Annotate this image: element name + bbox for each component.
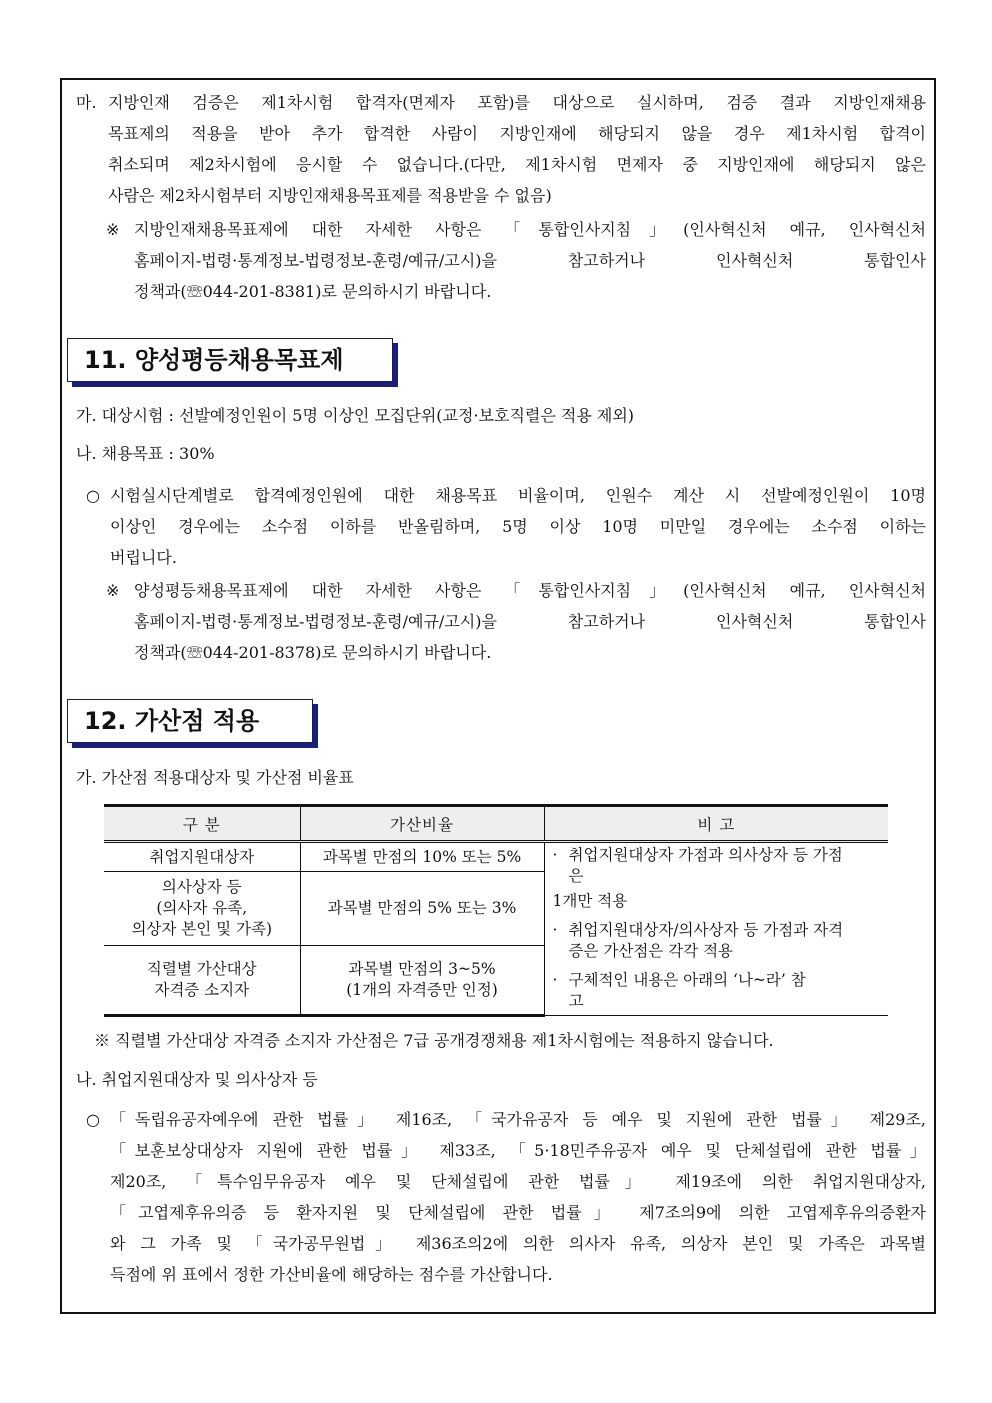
- paragraph-ma: [108, 87, 926, 211]
- remark-bullet: ·: [552, 971, 558, 989]
- remark-bullet: ·: [552, 921, 558, 939]
- circle-paragraph-11: [110, 480, 926, 573]
- paragraph-line: 제20조, 「특수임무유공자 예우 및 단체설립에 관한 법률」 제19조에 의한 취업지원대상자,: [110, 1172, 926, 1191]
- note-line: 홈페이지-법령·통계정보-법령정보-훈령/예규/고시)을 참고하거나 인사혁신처 통합인사: [134, 251, 926, 270]
- table-row: [104, 842, 888, 872]
- table-cell-category: [104, 872, 300, 946]
- remark-continuation: 고: [568, 992, 584, 1010]
- table-header-remarks: 비 고: [544, 806, 888, 842]
- paragraph-line: 취소되며 제2차시험에 응시할 수 없습니다.(다만, 제1차시험 면제자 중 지방인재에 해당되지 않은: [108, 155, 926, 174]
- cell-line: 의사상자 등: [161, 878, 242, 896]
- item-na-goal: 나. 채용목표 : 30%: [76, 444, 215, 463]
- note-paragraph-ma: [134, 214, 926, 307]
- note-line: 홈페이지-법령·통계정보-법령정보-훈령/예규/고시)을 참고하거나 인사혁신처 통합인사: [134, 612, 926, 631]
- remark-text: 구체적인 내용은 아래의 ‘나~라’ 참: [568, 971, 806, 989]
- paragraph-line: 「고엽제후유의증 등 환자지원 및 단체설립에 관한 법률」 제7조의9에 의한 고엽제후유의증환자: [110, 1203, 926, 1222]
- table-cell-category: 취업지원대상자: [104, 842, 300, 872]
- paragraph-line: 득점에 위 표에서 정한 가산비율에 해당하는 점수를 가산합니다.: [110, 1265, 553, 1284]
- note-marker: ※: [106, 581, 120, 600]
- note-line: 지방인재채용목표제에 대한 자세한 사항은 「통합인사지침」(인사혁신처 예규, 인사혁신처: [134, 220, 926, 239]
- item-marker-ma: 마.: [76, 93, 97, 112]
- circle-marker: ○: [86, 1110, 100, 1129]
- paragraph-line: 「독립유공자예우에 관한 법률」 제16조, 「국가유공자 등 예우 및 지원에 관한 법률」 제29조,: [110, 1110, 926, 1129]
- circle-paragraph-12: [110, 1104, 926, 1290]
- section-heading-12: 12. 가산점 적용: [67, 699, 313, 743]
- table-cell-rate: 과목별 만점의 5% 또는 3%: [300, 872, 544, 946]
- item-na-support: 나. 취업지원대상자 및 의사상자 등: [76, 1070, 318, 1089]
- table-header-category: 구 분: [104, 806, 300, 842]
- section-heading-11: 11. 양성평등채용목표제: [67, 338, 393, 382]
- remark-text: 취업지원대상자 가점과 의사상자 등 가점: [568, 846, 843, 864]
- note-paragraph-11: [134, 575, 926, 668]
- bonus-rate-table: [104, 804, 888, 1017]
- remark-item: [553, 970, 885, 991]
- item-ga-target: 가. 대상시험 : 선발예정인원이 5명 이상인 모집단위(교정·보호직렬은 적용 제외): [76, 406, 635, 425]
- paragraph-line: 시험실시단계별로 합격예정인원에 대한 채용목표 비율이며, 인원수 계산 시 선발예정인원이 10명: [110, 486, 926, 505]
- paragraph-line: 와 그 가족 및 「국가공무원법」 제36조의2에 의한 의사자 유족, 의상자 본인 및 가족은 과목별: [110, 1234, 926, 1253]
- paragraph-line: 사람은 제2차시험부터 지방인재채용목표제를 적용받을 수 없음): [108, 186, 552, 205]
- cell-line: (의사자 유족,: [156, 899, 248, 917]
- paragraph-line: 지방인재 검증은 제1차시험 합격자(면제자 포함)를 대상으로 실시하며, 검증 결과 지방인재채용: [108, 93, 926, 112]
- table-footnote: ※ 직렬별 가산대상 자격증 소지자 가산점은 7급 공개경쟁채용 제1차시험에는 적용하지 않습니다.: [94, 1031, 774, 1050]
- note-line: 양성평등채용목표제에 대한 자세한 사항은 「통합인사지침」(인사혁신처 예규, 인사혁신처: [134, 581, 926, 600]
- table-cell-rate: 과목별 만점의 10% 또는 5%: [300, 842, 544, 872]
- remark-bullet: ·: [552, 846, 558, 864]
- remark-continuation: 증은 가산점은 각각 적용: [568, 942, 734, 960]
- item-ga-table-title: 가. 가산점 적용대상자 및 가산점 비율표: [76, 768, 354, 787]
- remark-continuation: 1개만 적용: [552, 892, 628, 910]
- paragraph-line: 「보훈보상대상자 지원에 관한 법률」 제33조, 「5·18민주유공자 예우 및 단체설립에 관한 법률」: [110, 1141, 926, 1160]
- remark-text: 취업지원대상자/의사상자 등 가점과 자격: [568, 921, 844, 939]
- cell-line: 의상자 본인 및 가족): [131, 920, 273, 938]
- paragraph-line: 이상인 경우에는 소수점 이하를 반올림하며, 5명 이상 10명 미만일 경우에는 소수점 이하는: [110, 517, 926, 536]
- cell-line: 과목별 만점의 3~5%: [348, 960, 496, 978]
- table-cell-rate: [300, 946, 544, 1016]
- table-header-row: [104, 806, 888, 842]
- remark-continuation: 은: [568, 867, 584, 885]
- paragraph-line: 버립니다.: [110, 548, 177, 567]
- paragraph-line: 목표제의 적용을 받아 추가 합격한 사람이 지방인재에 해당되지 않을 경우 제1차시험 합격이: [108, 124, 926, 143]
- cell-line: 자격증 소지자: [154, 981, 250, 999]
- remark-item: [553, 845, 885, 866]
- note-marker: ※: [106, 220, 120, 239]
- cell-line: (1개의 자격증만 인정): [346, 981, 498, 999]
- table-header-rate: 가산비율: [300, 806, 544, 842]
- note-line: 정책과(☏044-201-8378)로 문의하시기 바랍니다.: [134, 643, 492, 662]
- cell-line: 직렬별 가산대상: [146, 960, 257, 978]
- note-line: 정책과(☏044-201-8381)로 문의하시기 바랍니다.: [134, 282, 492, 301]
- circle-marker: ○: [86, 486, 100, 505]
- remark-item: [553, 920, 885, 941]
- table-cell-remarks: [544, 842, 888, 1016]
- table-cell-category: [104, 946, 300, 1016]
